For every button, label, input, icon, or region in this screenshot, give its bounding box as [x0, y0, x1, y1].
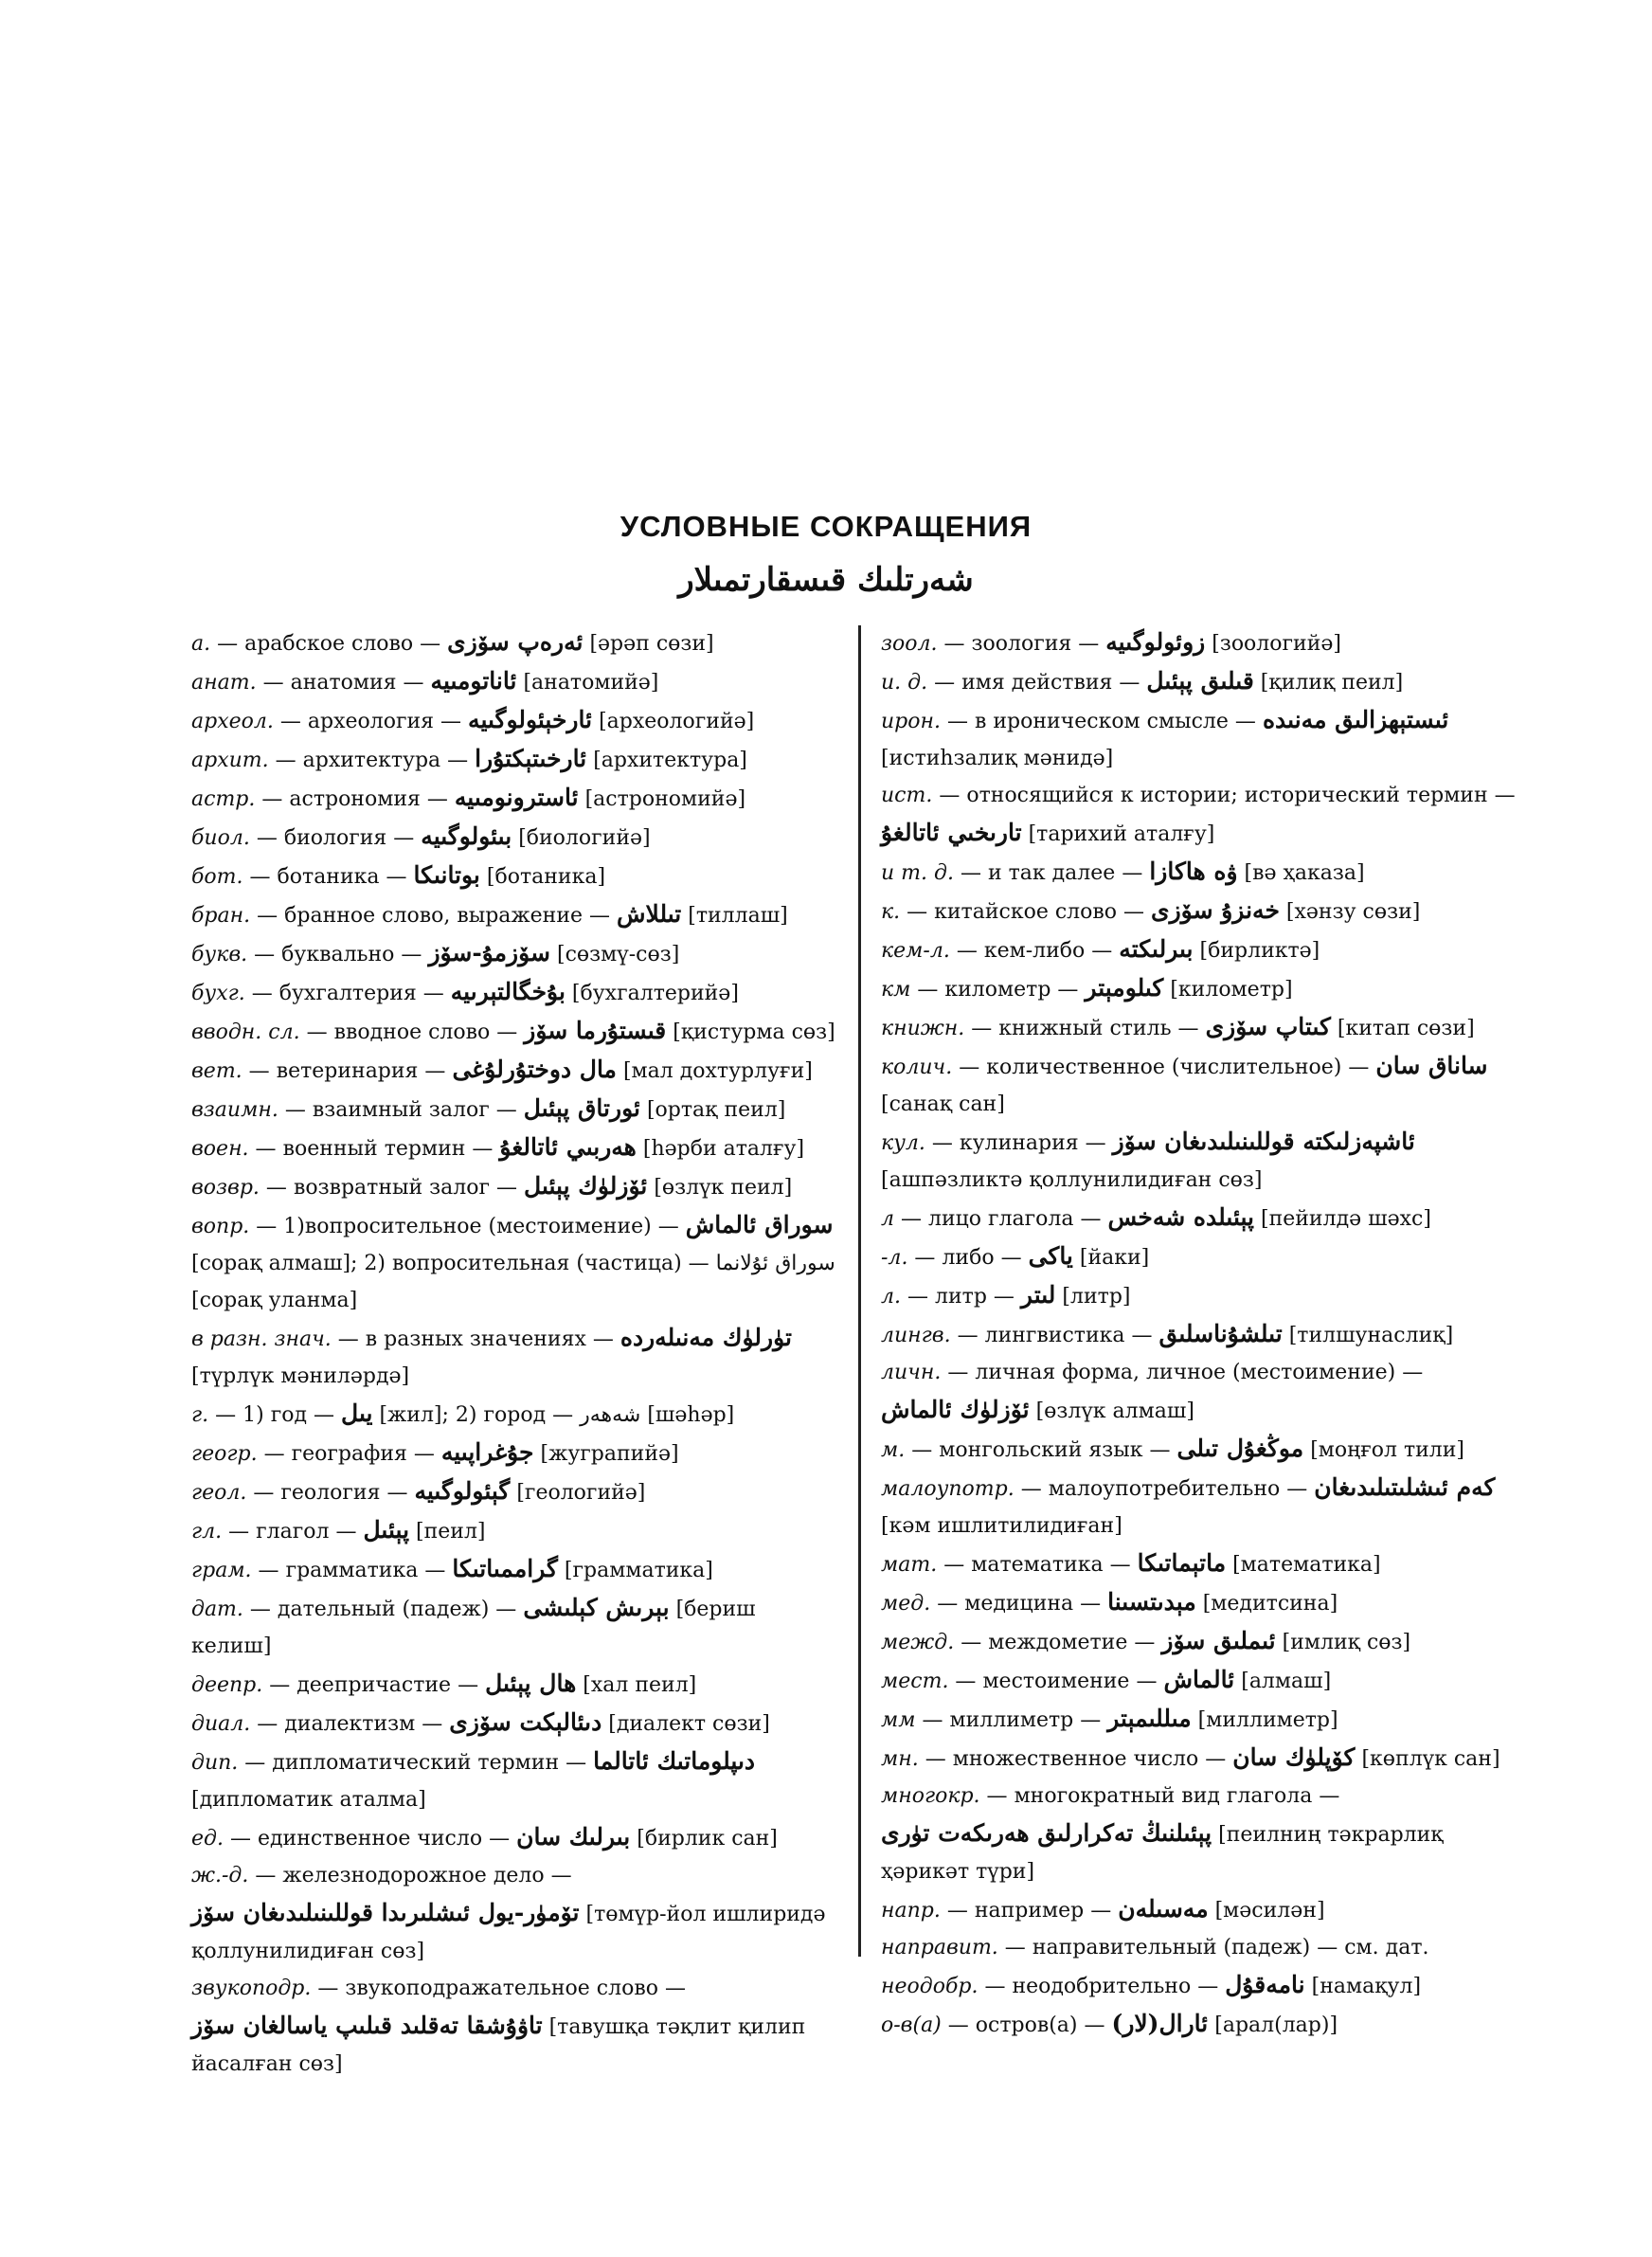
page-title: УСЛОВНЫЕ СОКРАЩЕНИЯ	[620, 510, 1032, 543]
entry-uyghur: تىللاش	[617, 900, 682, 928]
entry-russian: в ироническом смысле	[974, 710, 1229, 733]
entry-transcription: [намақул]	[1311, 1975, 1422, 1998]
entry-transcription: [тарихий аталғу]	[1028, 822, 1215, 846]
entry-russian: 1) год	[242, 1403, 308, 1427]
entry-uyghur: نامەقۇل	[1225, 1971, 1305, 1998]
entry-russian: неодобрительно	[1012, 1975, 1192, 1998]
column-divider	[858, 625, 861, 1957]
entry-abbreviation: астр.	[191, 787, 256, 811]
entry-russian: вводное слово	[333, 1020, 491, 1044]
entry-uyghur: خەنزۇ سۆزى	[1151, 896, 1280, 924]
entry-transcription: [тиллаш]	[688, 904, 788, 928]
abbreviation-entry: гл. — глагол — پېئىل [пеил]	[191, 1516, 486, 1544]
entry-abbreviation: напр.	[881, 1899, 941, 1923]
entry-uyghur: بىئولوگىيە	[421, 822, 512, 850]
entry-abbreviation: ж.-д.	[191, 1864, 249, 1887]
entry-transcription: [километр]	[1170, 978, 1293, 1002]
entry-transcription: [моңғол тили]	[1310, 1438, 1465, 1462]
entry-abbreviation: книжн.	[881, 1017, 965, 1040]
entry-transcription: [миллиметр]	[1197, 1708, 1338, 1732]
abbreviation-entry: архит. — архитектура — ئارخىتېكتۇرا [архитектура]	[191, 745, 747, 772]
abbreviation-entry: ед. — единственное число — بىرلىك سان [бирлик сан]	[191, 1823, 778, 1851]
entry-russian: и так далее	[987, 861, 1116, 885]
entry-uyghur: ئاناتومىيە	[430, 667, 517, 695]
entry-transcription: [арал(лар)]	[1214, 2013, 1338, 2037]
entry-russian: астрономия	[289, 787, 421, 811]
entry-abbreviation: г.	[191, 1403, 209, 1427]
abbreviation-entry: направит. — направительный (падеж) — см. дат.	[881, 1936, 1429, 1959]
entry-russian: геология	[280, 1481, 381, 1505]
entry-transcription: см. дат.	[1344, 1936, 1429, 1959]
entry-uyghur: مەسىلەن	[1118, 1895, 1209, 1923]
entry-transcription: [сорақ алмаш]; 2) вопросительная (частица) — سوراق ئۇلانما [сорақ уланма]	[191, 1252, 835, 1312]
entry-transcription: [архитектура]	[593, 749, 747, 772]
entry-russian: монгольский язык	[939, 1438, 1143, 1462]
entry-transcription: [медитсина]	[1202, 1592, 1338, 1616]
entry-transcription: [геологийә]	[516, 1481, 646, 1505]
entry-uyghur: ئىستېھزالىق مەنىدە	[1262, 706, 1449, 733]
entry-russian: математика	[971, 1553, 1104, 1577]
entry-abbreviation: лингв.	[881, 1324, 951, 1347]
abbreviation-entry: мм — миллиметр — مىللىمېتر [миллиметр]	[881, 1705, 1338, 1732]
entry-abbreviation: в разн. знач.	[191, 1327, 332, 1351]
entry-russian: ботаника	[277, 865, 380, 889]
entry-transcription: [әрәп сөзи]	[589, 632, 714, 656]
entry-russian: малоупотребительно	[1048, 1477, 1281, 1501]
entry-abbreviation: геол.	[191, 1481, 247, 1505]
entry-uyghur: ئارال(لار)	[1111, 2010, 1209, 2037]
entry-transcription: [диалект сөзи]	[608, 1712, 770, 1736]
entry-russian: количественное (числительное)	[986, 1056, 1342, 1079]
entry-uyghur: تۆمۈر-يول ئىشلىرىدا قوللىنىلىدىغان سۆز	[191, 1899, 580, 1926]
entry-uyghur: ئورتاق پېئىل	[523, 1094, 640, 1122]
entry-uyghur: كىلومېتر	[1085, 974, 1164, 1002]
entry-uyghur: ياكى	[1028, 1242, 1073, 1270]
entry-russian: грамматика	[285, 1559, 419, 1582]
entry-russian: глагол	[256, 1520, 330, 1544]
abbreviation-entry: возвр. — возвратный залог — ئۆزلۈك پېئىل [өзлүк пеил]	[191, 1172, 793, 1200]
abbreviation-entry: -л. — либо — ياكى [йаки]	[881, 1242, 1150, 1270]
abbreviation-entry: вет. — ветеринария — مال دوختۇرلۇغى [мал дохтурлуғи]	[191, 1056, 813, 1083]
entry-transcription: [алмаш]	[1241, 1670, 1332, 1693]
entry-russian: бранное слово, выражение	[284, 904, 584, 928]
abbreviation-entry: колич. — количественное (числительное) — ساناق سان [санақ сан]	[881, 1052, 1488, 1116]
entry-russian: железнодорожное дело	[282, 1864, 545, 1887]
entry-uyghur: تاۋۇشقا تەقلىد قىلىپ ياسالغان سۆز	[191, 2012, 543, 2039]
entry-abbreviation: -л.	[881, 1246, 908, 1270]
entry-transcription: [грамматика]	[564, 1559, 713, 1582]
entry-uyghur: يىل	[341, 1399, 373, 1427]
entry-abbreviation: звукоподр.	[191, 1977, 312, 2000]
entry-russian: деепричастие	[296, 1673, 452, 1697]
entry-abbreviation: кул.	[881, 1131, 925, 1155]
abbreviation-entry: книжн. — книжный стиль — كىتاپ سۆزى [китап сөзи]	[881, 1013, 1475, 1040]
abbreviation-entry: диал. — диалектизм — دىئالېكت سۆزى [диалект сөзи]	[191, 1708, 770, 1736]
abbreviation-entry: анат. — анатомия — ئاناتومىيە [анатомийә]	[191, 667, 659, 695]
entry-russian: китайское слово	[934, 900, 1118, 924]
entry-russian: буквально	[281, 943, 395, 966]
entry-abbreviation: дип.	[191, 1751, 239, 1775]
entry-uyghur: سوراق ئالماش	[685, 1211, 834, 1238]
entry-abbreviation: бран.	[191, 904, 251, 928]
entry-transcription: [йаки]	[1079, 1246, 1150, 1270]
entry-uyghur: كىتاپ سۆزى	[1205, 1013, 1331, 1040]
entry-abbreviation: личн.	[881, 1361, 942, 1384]
entry-uyghur: مىللىمېتر	[1107, 1705, 1192, 1732]
entry-russian: ветеринария	[276, 1059, 419, 1083]
entry-transcription: [ботаника]	[486, 865, 606, 889]
entry-abbreviation: л	[881, 1207, 895, 1231]
entry-russian: география	[291, 1442, 407, 1466]
entry-transcription: [ашпәзликтә қоллунилидиған сөз]	[881, 1168, 1263, 1192]
left-column	[191, 623, 837, 2083]
entry-uyghur: كەم ئىشلىتىلىدىغان	[1314, 1473, 1496, 1501]
entry-russian: в разных значениях	[365, 1327, 586, 1351]
entry-russian: дательный (падеж)	[277, 1598, 490, 1621]
entry-russian: лицо глагола	[928, 1207, 1074, 1231]
entry-abbreviation: неодобр.	[881, 1975, 979, 1998]
entry-transcription: [истиһзалиқ мәнидә]	[881, 747, 1114, 770]
entry-russian: кулинария	[959, 1131, 1079, 1155]
entry-transcription: [астрономийә]	[584, 787, 746, 811]
entry-abbreviation: ед.	[191, 1827, 224, 1851]
entry-uyghur: گېئولوگىيە	[414, 1477, 511, 1505]
abbreviation-entry: мат. — математика — ماتېماتىكا [математика]	[881, 1549, 1381, 1577]
abbreviation-entry: и т. д. — и так далее — ۋە ھاكازا [вә ҳаказа]	[881, 858, 1365, 885]
entry-transcription: [мәсилән]	[1214, 1899, 1325, 1923]
entry-transcription: [бухгалтерийә]	[571, 982, 739, 1005]
entry-russian: относящийся к истории; исторический термин	[966, 784, 1488, 807]
entry-transcription: [өзлүк алмаш]	[1035, 1399, 1194, 1423]
entry-russian: звукоподражательное слово	[345, 1977, 658, 2000]
abbreviation-entry: деепр. — деепричастие — ھال پېئىل [хал пеил]	[191, 1670, 697, 1697]
entry-uyghur: ماتېماتىكا	[1137, 1549, 1227, 1577]
entry-abbreviation: зоол.	[881, 632, 938, 656]
entry-abbreviation: деепр.	[191, 1673, 263, 1697]
entry-uyghur: بوتانىكا	[413, 861, 480, 889]
entry-russian: единственное число	[257, 1827, 483, 1851]
entry-uyghur: دىئالېكت سۆزى	[449, 1708, 602, 1736]
entry-russian: анатомия	[290, 671, 397, 695]
entry-russian: медицина	[964, 1592, 1074, 1616]
abbreviation-entry: звукоподр. — звукоподражательное слово — تاۋۇشقا تەقلىد قىلىپ ياسالغان سۆز [тавушқа тәқлит қилип йасалған сөз]	[191, 1977, 806, 2076]
entry-transcription: [кәм ишлитилидиған]	[881, 1514, 1122, 1538]
entry-russian: бухгалтерия	[278, 982, 417, 1005]
entry-transcription: [хәнзу сөзи]	[1285, 900, 1421, 924]
abbreviation-entry: л — лицо глагола — پېئىلدە شەخس [пейилдә шәхс]	[881, 1203, 1431, 1231]
entry-uyghur: ئاسترونومىيە	[454, 784, 579, 811]
entry-abbreviation: мат.	[881, 1553, 938, 1577]
entry-uyghur: ساناق سان	[1375, 1052, 1488, 1079]
entry-transcription: [бирлик сан]	[637, 1827, 778, 1851]
entry-transcription: [тилшунаслиқ]	[1288, 1324, 1454, 1347]
right-column	[881, 623, 1525, 2044]
abbreviation-entry: воен. — военный термин — ھەربىي ئاتالغۇ [һәрби аталғу]	[191, 1133, 805, 1161]
entry-abbreviation: мн.	[881, 1747, 919, 1771]
entry-uyghur: جۇغراپىيە	[440, 1438, 534, 1466]
entry-abbreviation: л.	[881, 1285, 902, 1309]
abbreviation-entry: мед. — медицина — مېدىتسىنا [медитсина]	[881, 1588, 1338, 1616]
entry-uyghur: ھال پېئىل	[485, 1670, 577, 1697]
entry-uyghur: گراممىاتىكا	[452, 1555, 558, 1582]
entry-transcription: [төмүр-йол ишлиридә қоллунилидиған сөз]	[191, 1903, 826, 1963]
entry-transcription: [математика]	[1232, 1553, 1381, 1577]
entry-russian: направительный (падеж)	[1032, 1936, 1311, 1959]
entry-abbreviation: направит.	[881, 1936, 998, 1959]
entry-abbreviation: воен.	[191, 1137, 249, 1161]
entry-transcription: [қилиқ пеил]	[1260, 671, 1404, 695]
entry-uyghur: بېرىش كېلىشى	[523, 1594, 670, 1621]
abbreviation-entry: бран. — бранное слово, выражение — تىللاش [тиллаш]	[191, 900, 788, 928]
entry-transcription: [һәрби аталғу]	[642, 1137, 805, 1161]
entry-uyghur: پېئىلدە شەخس	[1107, 1203, 1254, 1231]
abbreviation-entry: м. — монгольский язык — موڭغۇل تىلى [моңғол тили]	[881, 1435, 1465, 1462]
entry-transcription: [жил]; 2) город — شەھەر [шәһәр]	[379, 1403, 735, 1427]
abbreviation-entry: букв. — буквально — سۆزمۇ-سۆز [сөзмү-сөз]	[191, 939, 680, 966]
abbreviation-entry: зоол. — зоология — زوئولوگىيە [зоологийә]	[881, 628, 1341, 656]
abbreviation-entry: км — километр — كىلومېتر [километр]	[881, 974, 1293, 1002]
entry-russian: множественное число	[952, 1747, 1199, 1771]
abbreviation-entry: малоупотр. — малоупотребительно — كەم ئىشلىتىلىدىغان [кәм ишлитилидиған]	[881, 1473, 1496, 1538]
entry-abbreviation: археол.	[191, 710, 274, 733]
abbreviation-entry: личн. — личная форма, личное (местоимение) — ئۆزلۈك ئالماش [өзлүк алмаш]	[881, 1361, 1424, 1423]
abbreviation-entry: а. — арабское слово — ئەرەپ سۆزى [әрәп сөзи]	[191, 628, 714, 656]
entry-uyghur: بۇخگالتېرىيە	[450, 978, 566, 1005]
entry-abbreviation: а.	[191, 632, 211, 656]
entry-abbreviation: кем-л.	[881, 939, 950, 963]
entry-uyghur: ئارخېئولوگىيە	[468, 706, 593, 733]
entry-russian: междометие	[988, 1631, 1128, 1654]
entry-transcription: [пеил]	[416, 1520, 486, 1544]
entry-russian: архитектура	[302, 749, 441, 772]
abbreviation-entry: неодобр. — неодобрительно — نامەقۇل [намақул]	[881, 1971, 1422, 1998]
entry-abbreviation: мест.	[881, 1670, 949, 1693]
abbreviation-entry: астр. — астрономия — ئاسترونومىيە [астрономийә]	[191, 784, 746, 811]
entry-uyghur: ئىملىق سۆز	[1161, 1627, 1276, 1654]
entry-transcription: [тавушқа тәқлит қилип йасалған сөз]	[191, 2015, 806, 2076]
abbreviation-entry: к. — китайское слово — خەنزۇ سۆزى [хәнзу сөзи]	[881, 896, 1421, 924]
entry-transcription: [литр]	[1062, 1285, 1131, 1309]
entry-uyghur: قىلىق پېئىل	[1146, 667, 1254, 695]
abbreviation-entry: г. — 1) год — يىل [жил]; 2) город — شەھەر [шәһәр]	[191, 1399, 735, 1427]
entry-abbreviation: малоупотр.	[881, 1477, 1015, 1501]
entry-transcription: [имлиқ сөз]	[1282, 1631, 1411, 1654]
entry-transcription: [көплүк сан]	[1361, 1747, 1500, 1771]
entry-uyghur: ۋە ھاكازا	[1149, 858, 1238, 885]
entry-uyghur: مېدىتسىنا	[1107, 1588, 1196, 1616]
abbreviation-entry: взаимн. — взаимный залог — ئورتاق پېئىل [ортақ пеил]	[191, 1094, 786, 1122]
abbreviation-entry: археол. — археология — ئارخېئولوگىيە [археологийә]	[191, 706, 755, 733]
entry-abbreviation: диал.	[191, 1712, 251, 1736]
abbreviation-entry: ирон. — в ироническом смысле — ئىستېھزالىق مەنىدە [истиһзалиқ мәнидә]	[881, 706, 1449, 770]
abbreviation-entry: дип. — дипломатический термин — دىپلوماتىك ئاتالما [дипломатик аталма]	[191, 1747, 756, 1812]
entry-transcription: [зоологийә]	[1212, 632, 1341, 656]
entry-abbreviation: многокр.	[881, 1784, 980, 1808]
entry-russian: например	[974, 1899, 1085, 1923]
entry-uyghur: موڭغۇل تىلى	[1176, 1435, 1304, 1462]
entry-russian: 1)вопросительное (местоимение)	[283, 1215, 652, 1238]
entry-uyghur: مال دوختۇرلۇغى	[452, 1056, 617, 1083]
abbreviation-entry: кем-л. — кем-либо — بىرلىكتە [бирликтә]	[881, 935, 1320, 963]
abbreviation-entry: о-в(а) — остров(а) — ئارال(لار) [арал(лар)]	[881, 2010, 1338, 2037]
entry-abbreviation: геогр.	[191, 1442, 258, 1466]
abbreviation-entry: ист. — относящийся к истории; исторический термин — تارىخىي ئاتالغۇ [тарихий аталғу]	[881, 784, 1516, 846]
abbreviation-entry: биол. — биология — بىئولوگىيە [биологийә]	[191, 822, 651, 850]
entry-abbreviation: бухг.	[191, 982, 245, 1005]
entry-abbreviation: букв.	[191, 943, 248, 966]
abbreviation-entry: грам. — грамматика — گراممىاتىكا [грамматика]	[191, 1555, 713, 1582]
entry-abbreviation: гл.	[191, 1520, 223, 1544]
entry-abbreviation: м.	[881, 1438, 906, 1462]
entry-russian: зоология	[971, 632, 1072, 656]
entry-uyghur: ئارخىتېكتۇرا	[475, 745, 587, 772]
abbreviation-entry: бухг. — бухгалтерия — بۇخگالتېرىيە [бухгалтерийә]	[191, 978, 739, 1005]
abbreviation-entry: кул. — кулинария — ئاشپەزلىكتە قوللىنىلىدىغان سۆز [ашпәзликтә қоллунилидиған сөз]	[881, 1128, 1415, 1192]
entry-transcription: [пеилниң тәкрарлиқ ҳәрикәт түри]	[881, 1823, 1444, 1884]
entry-transcription: [өзлүк пеил]	[654, 1176, 793, 1200]
entry-abbreviation: мм	[881, 1708, 916, 1732]
entry-uyghur: ئالماش	[1163, 1666, 1235, 1693]
entry-transcription: [сөзмү-сөз]	[557, 943, 680, 966]
entry-uyghur: پېئىلنىڭ تەكرارلىق ھەرىكەت تۈرى	[881, 1819, 1212, 1847]
entry-uyghur: سۆزمۇ-سۆز	[428, 939, 550, 966]
entry-russian: имя действия	[961, 671, 1113, 695]
abbreviation-entry: многокр. — многократный вид глагола — پېئىلنىڭ تەكرارلىق ھەرىكەت تۈرى [пеилниң тәкрарлиқ ҳәрикәт түри]	[881, 1784, 1444, 1884]
entry-abbreviation: ист.	[881, 784, 933, 807]
entry-russian: личная форма, личное (местоимение)	[975, 1361, 1396, 1384]
entry-uyghur: پېئىل	[363, 1516, 410, 1544]
entry-transcription: [пейилдә шәхс]	[1261, 1207, 1431, 1231]
entry-russian: книжный стиль	[998, 1017, 1172, 1040]
entry-russian: археология	[307, 710, 435, 733]
entry-russian: лингвистика	[984, 1324, 1125, 1347]
entry-transcription: [хал пеил]	[583, 1673, 697, 1697]
entry-uyghur: بىرلىك سان	[516, 1823, 631, 1851]
abbreviation-entry: дат. — дательный (падеж) — بېرىش كېلىشى [бериш келиш]	[191, 1594, 756, 1658]
entry-uyghur: ئۆزلۈك ئالماش	[881, 1396, 1030, 1423]
abbreviation-entry: в разн. знач. — в разных значениях — تۈرلۈك مەنىلەردە [түрлүк мәниләрдә]	[191, 1324, 792, 1388]
entry-abbreviation: колич.	[881, 1056, 953, 1079]
entry-transcription: [биологийә]	[518, 826, 651, 850]
entry-russian: остров(а)	[975, 2013, 1078, 2037]
entry-uyghur: ئاشپەزلىكتە قوللىنىلىدىغان سۆز	[1112, 1128, 1415, 1155]
entry-abbreviation: вводн. сл.	[191, 1020, 300, 1044]
entry-russian: километр	[944, 978, 1051, 1002]
abbreviation-entry: межд. — междометие — ئىملىق سۆز [имлиқ сөз]	[881, 1627, 1411, 1654]
abbreviation-entry: мн. — множественное число — كۆپلۈك سان [көплүк сан]	[881, 1743, 1500, 1771]
entry-russian: местоимение	[982, 1670, 1130, 1693]
entry-abbreviation: анат.	[191, 671, 257, 695]
entry-transcription: [археологийә]	[599, 710, 755, 733]
entry-russian: арабское слово	[244, 632, 414, 656]
abbreviation-entry: вопр. — 1)вопросительное (местоимение) — سوراق ئالماش [сорақ алмаш]; 2) вопросительная (частица) — سوراق ئۇلانما [сорақ уланма]	[191, 1211, 835, 1312]
entry-uyghur: ئەرەپ سۆزى	[447, 628, 584, 656]
abbreviation-entry: бот. — ботаника — بوتانىكا [ботаника]	[191, 861, 606, 889]
entry-uyghur: زوئولوگىيە	[1105, 628, 1206, 656]
entry-transcription: [бериш келиш]	[191, 1598, 756, 1658]
entry-uyghur: لىتر	[1020, 1281, 1056, 1309]
entry-abbreviation: межд.	[881, 1631, 955, 1654]
entry-transcription: [анатомийә]	[523, 671, 659, 695]
entry-transcription: [дипломатик аталма]	[191, 1788, 426, 1812]
entry-transcription: [түрлүк мәниләрдә]	[191, 1364, 410, 1388]
entry-transcription: [вә ҳаказа]	[1244, 861, 1365, 885]
entry-russian: взаимный залог	[312, 1098, 490, 1122]
entry-abbreviation: бот.	[191, 865, 243, 889]
entry-abbreviation: км	[881, 978, 911, 1002]
entry-uyghur: كۆپلۈك سان	[1232, 1743, 1356, 1771]
entry-uyghur: دىپلوماتىك ئاتالما	[593, 1747, 756, 1775]
abbreviation-entry: и. д. — имя действия — قىلىق پېئىل [қилиқ пеил]	[881, 667, 1404, 695]
entry-russian: возвратный залог	[293, 1176, 491, 1200]
entry-russian: миллиметр	[949, 1708, 1074, 1732]
entry-uyghur: ئۆزلۈك پېئىل	[524, 1172, 648, 1200]
entry-abbreviation: мед.	[881, 1592, 931, 1616]
entry-abbreviation: ирон.	[881, 710, 941, 733]
entry-abbreviation: возвр.	[191, 1176, 260, 1200]
entry-russian: кем-либо	[983, 939, 1086, 963]
entry-uyghur: تارىخىي ئاتالغۇ	[881, 819, 1022, 846]
entry-uyghur: بىرلىكتە	[1119, 935, 1194, 963]
abbreviation-entry: ж.-д. — железнодорожное дело — تۆمۈر-يول ئىشلىرىدا قوللىنىلىدىغان سۆز [төмүр-йол ишлиридә қоллунилидиған сөз]	[191, 1864, 826, 1963]
entry-russian: литр	[935, 1285, 987, 1309]
abbreviation-entry: мест. — местоимение — ئالماش [алмаш]	[881, 1666, 1332, 1693]
entry-abbreviation: вет.	[191, 1059, 242, 1083]
entry-abbreviation: биол.	[191, 826, 250, 850]
entry-transcription: [ортақ пеил]	[646, 1098, 786, 1122]
entry-transcription: [жуграпийә]	[540, 1442, 679, 1466]
entry-abbreviation: о-в(а)	[881, 2013, 942, 2037]
entry-russian: либо	[942, 1246, 995, 1270]
abbreviation-entry: вводн. сл. — вводное слово — قىستۇرما سۆز [қистурма сөз]	[191, 1017, 835, 1044]
entry-abbreviation: вопр.	[191, 1215, 250, 1238]
page-subtitle: شەرتلىك قىسقارتمىلار	[678, 561, 974, 599]
entry-abbreviation: архит.	[191, 749, 269, 772]
abbreviation-entry: лингв. — лингвистика — تىلشۇناسلىق [тилшунаслиқ]	[881, 1320, 1454, 1347]
entry-transcription: [санақ сан]	[881, 1092, 1005, 1116]
entry-abbreviation: и. д.	[881, 671, 928, 695]
entry-russian: диалектизм	[284, 1712, 416, 1736]
entry-russian: биология	[283, 826, 387, 850]
entry-russian: военный термин	[282, 1137, 466, 1161]
entry-transcription: [мал дохтурлуғи]	[622, 1059, 813, 1083]
entry-uyghur: ھەربىي ئاتالغۇ	[499, 1133, 637, 1161]
entry-abbreviation: взаимн.	[191, 1098, 278, 1122]
abbreviation-entry: напр. — например — مەسىلەن [мәсилән]	[881, 1895, 1325, 1923]
entry-transcription: [китап сөзи]	[1337, 1017, 1475, 1040]
entry-abbreviation: дат.	[191, 1598, 243, 1621]
entry-russian: дипломатический термин	[272, 1751, 560, 1775]
entry-uyghur: قىستۇرما سۆز	[524, 1017, 667, 1044]
entry-transcription: [қистурма сөз]	[673, 1020, 835, 1044]
abbreviation-entry: геогр. — география — جۇغراپىيە [жуграпийә]	[191, 1438, 679, 1466]
entry-russian: многократный вид глагола	[1014, 1784, 1313, 1808]
entry-uyghur: تۈرلۈك مەنىلەردە	[620, 1324, 792, 1351]
entry-transcription: [бирликтә]	[1199, 939, 1320, 963]
entry-uyghur: تىلشۇناسلىق	[1158, 1320, 1283, 1347]
entry-abbreviation: и т. д.	[881, 861, 954, 885]
abbreviation-entry: л. — литр — لىتر [литр]	[881, 1281, 1131, 1309]
entry-abbreviation: грам.	[191, 1559, 252, 1582]
abbreviation-entry: геол. — геология — گېئولوگىيە [геологийә]	[191, 1477, 646, 1505]
entry-abbreviation: к.	[881, 900, 901, 924]
